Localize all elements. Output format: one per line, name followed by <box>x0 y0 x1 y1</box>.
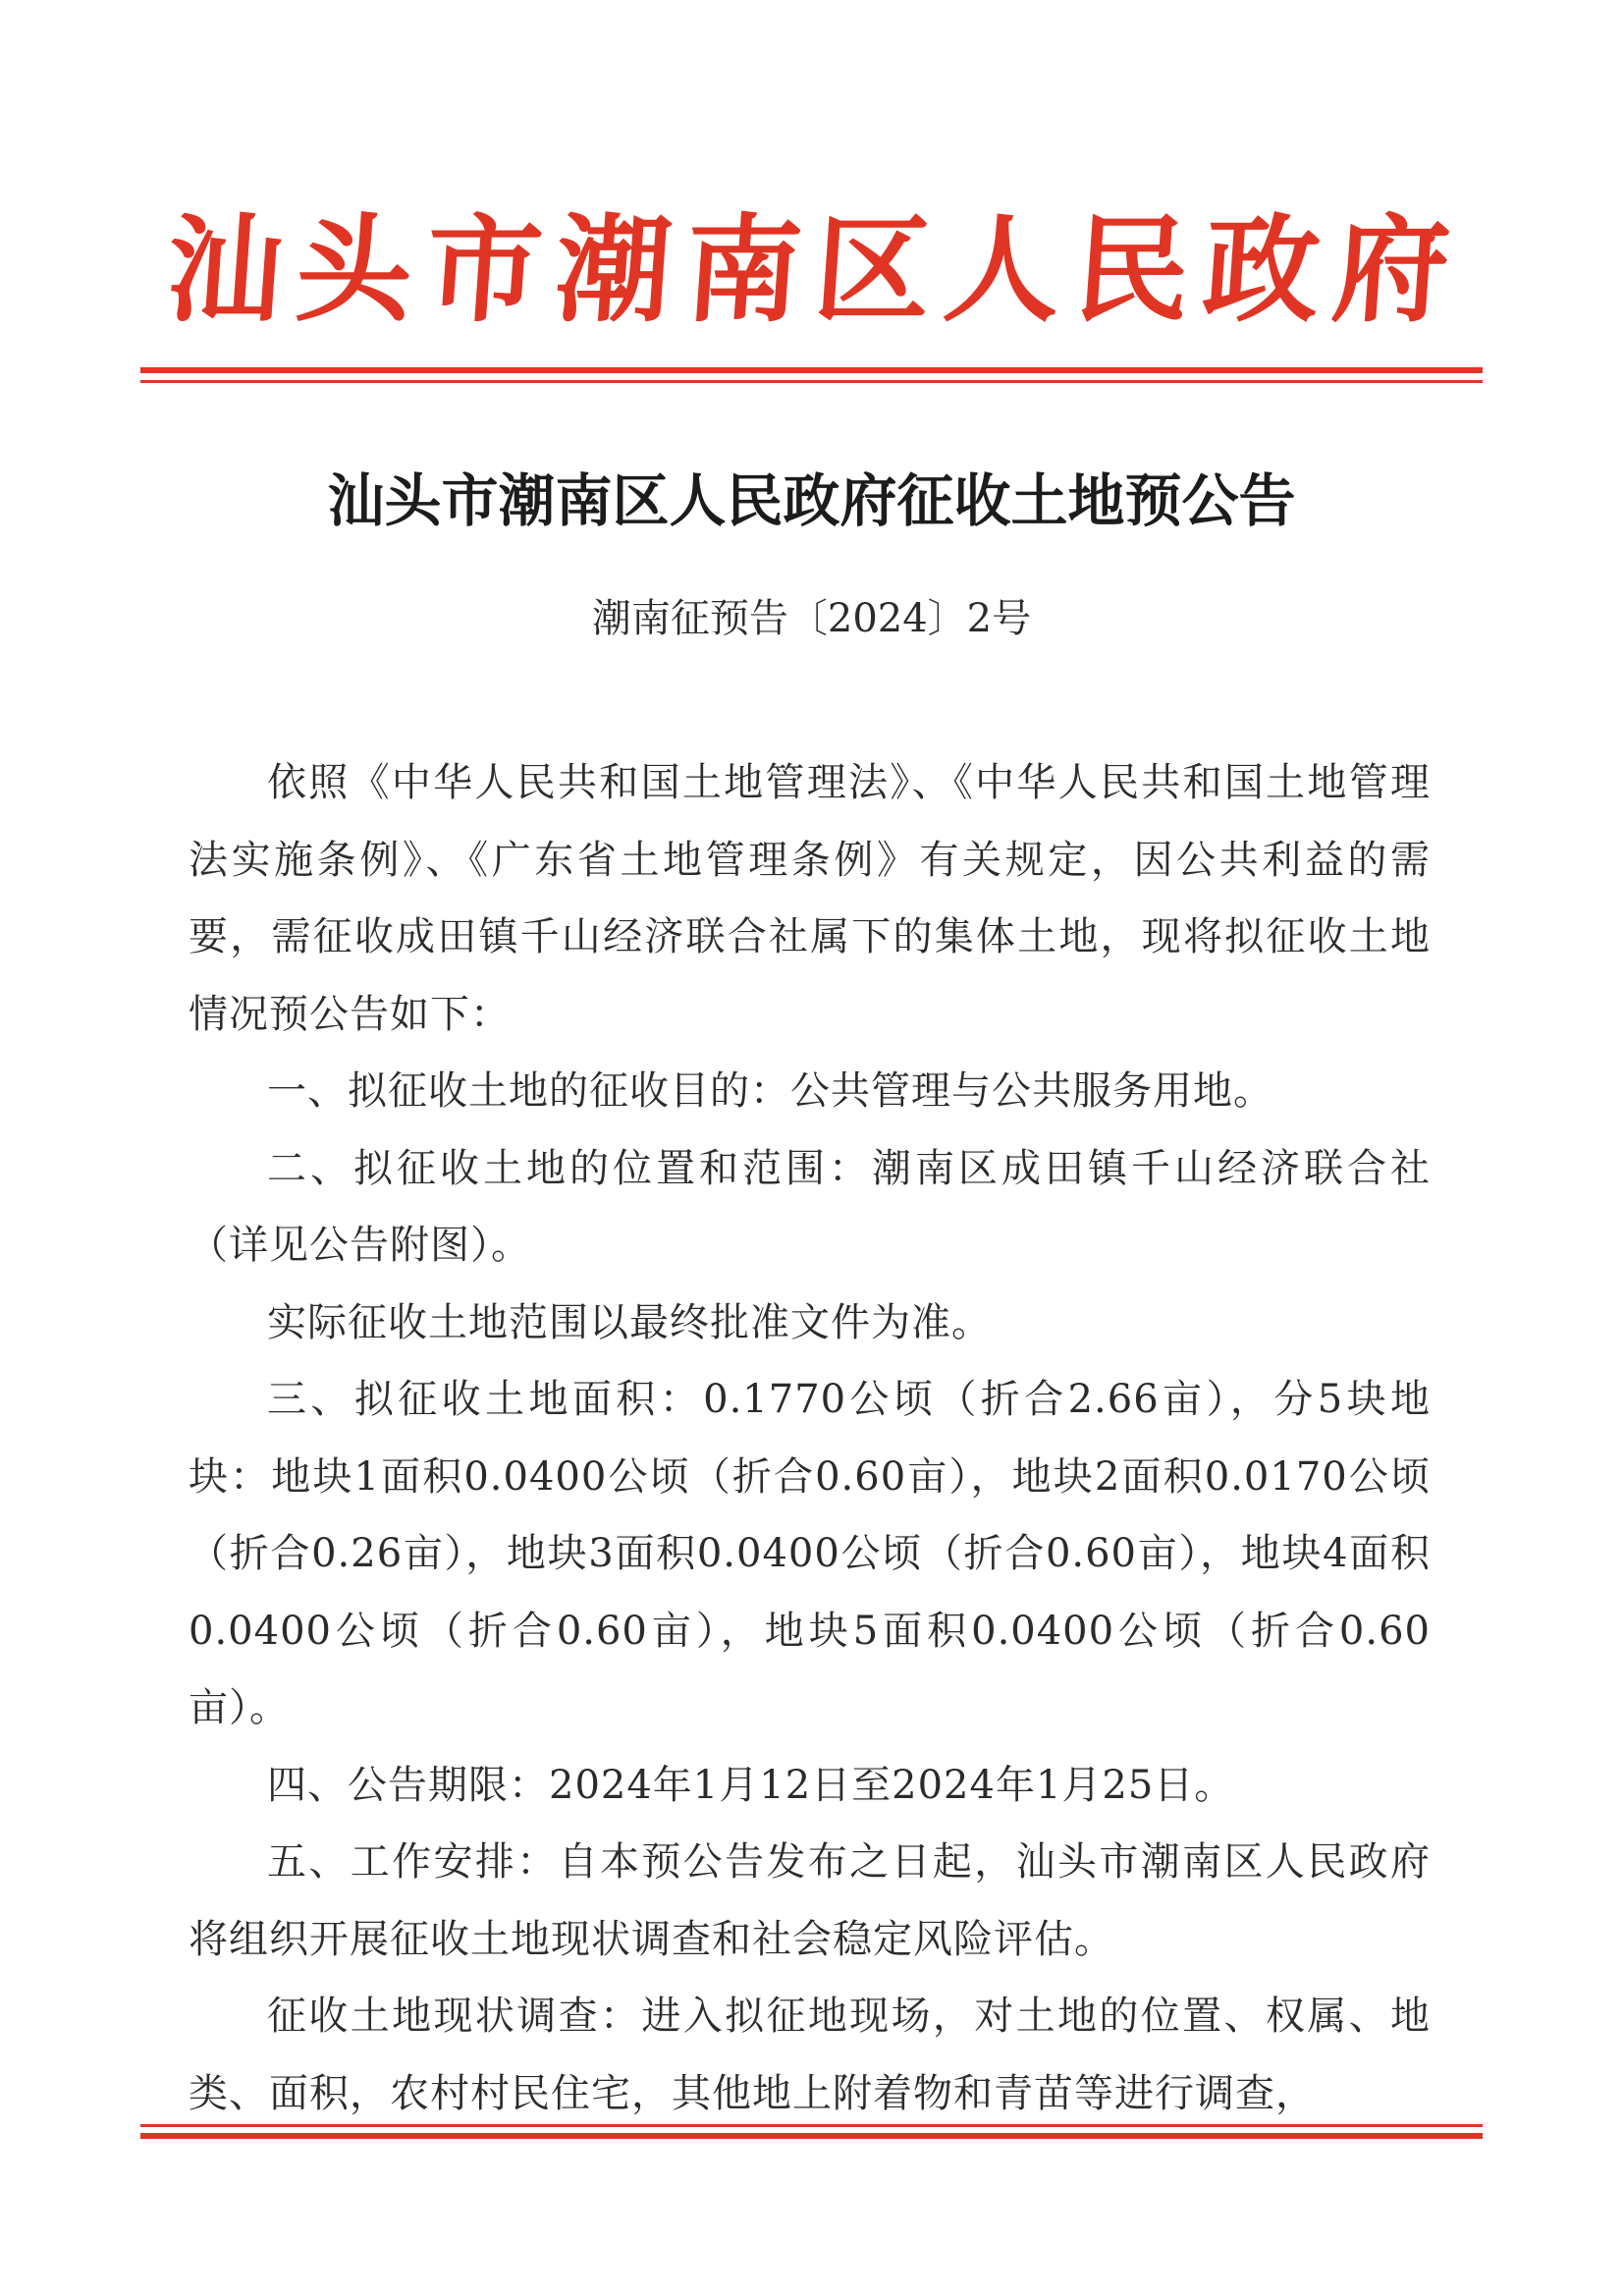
paragraph-scope-note: 实际征收土地范围以最终批准文件为准。 <box>267 1299 992 1345</box>
paragraph-period: 四、公告期限：2024年1月12日至2024年1月25日。 <box>267 1762 1235 1808</box>
paragraph-area: 三、拟征收土地面积：0.1770公顷（折合2.66亩），分5块地块：地块1面积0.0400公顷（折合0.60亩），地块2面积0.0170公顷（折合0.26亩），地块3面积0.0400公顷（折合0.60亩），地块4面积0.0400公顷（折合0.60亩），地块5面积0.0400公顷（折合0.60亩）。 <box>189 1377 1431 1730</box>
header-rule-thin <box>140 380 1483 383</box>
header-rule-thick <box>140 367 1483 373</box>
footer-rule-thick <box>140 2133 1483 2139</box>
footer-rule-thin <box>140 2124 1483 2127</box>
document-body <box>189 744 1431 2132</box>
paragraph-location: 二、拟征收土地的位置和范围：潮南区成田镇千山经济联合社（详见公告附图）。 <box>189 1145 1431 1268</box>
document-number: 潮南征预告〔2024〕2号 <box>591 596 1032 641</box>
paragraph-arrangement: 五、工作安排：自本预公告发布之日起，汕头市潮南区人民政府将组织开展征收土地现状调查和社会稳定风险评估。 <box>189 1839 1431 1962</box>
masthead-title: 汕头市潮南区人民政府 <box>162 202 1468 338</box>
paragraph-survey: 征收土地现状调查：进入拟征地现场，对土地的位置、权属、地类、面积，农村村民住宅，其他地上附着物和青苗等进行调查， <box>189 1994 1431 2116</box>
document-title: 汕头市潮南区人民政府征收土地预公告 <box>327 467 1296 534</box>
paragraph-intro: 依照《中华人民共和国土地管理法》、《中华人民共和国土地管理法实施条例》、《广东省土地管理条例》有关规定，因公共利益的需要，需征收成田镇千山经济联合社属下的集体土地，现将拟征收土地情况预公告如下： <box>189 760 1431 1037</box>
paragraph-purpose: 一、拟征收土地的征收目的：公共管理与公共服务用地。 <box>267 1068 1273 1114</box>
